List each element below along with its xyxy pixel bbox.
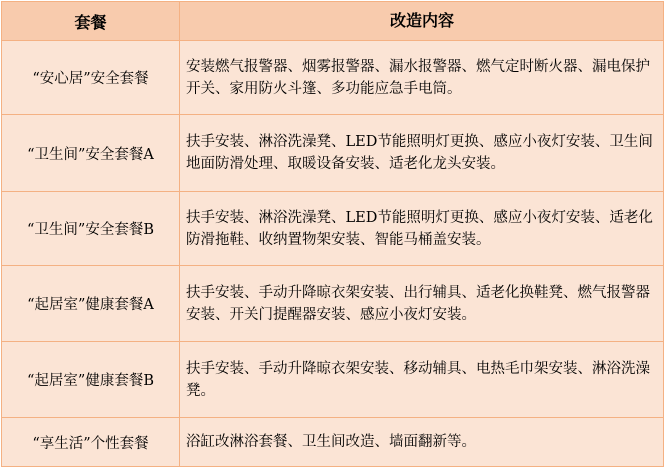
table-row — [2, 115, 664, 192]
table-header-row — [2, 2, 664, 41]
package-content: 浴缸改淋浴套餐、卫生间改造、墙面翻新等。 — [180, 418, 664, 467]
table-row — [2, 266, 664, 342]
package-content: 扶手安装、淋浴洗澡凳、LED节能照明灯更换、感应小夜灯安装、适老化防滑拖鞋、收纳置物架安装、智能马桶盖安装。 — [180, 192, 664, 266]
table-row — [2, 418, 664, 467]
package-name: “起居室”健康套餐A — [2, 266, 180, 342]
package-content: 安装燃气报警器、烟雾报警器、漏水报警器、燃气定时断火器、漏电保护开关、家用防火斗篷、多功能应急手电筒。 — [180, 41, 664, 115]
package-content: 扶手安装、淋浴洗澡凳、LED节能照明灯更换、感应小夜灯安装、卫生间地面防滑处理、取暖设备安装、适老化龙头安装。 — [180, 115, 664, 192]
package-content: 扶手安装、手动升降晾衣架安装、出行辅具、适老化换鞋凳、燃气报警器安装、开关门提醒器安装、感应小夜灯安装。 — [180, 266, 664, 342]
package-name: “卫生间”安全套餐B — [2, 192, 180, 266]
renovation-packages-table — [1, 1, 664, 467]
header-content: 改造内容 — [180, 2, 664, 41]
package-name: “享生活”个性套餐 — [2, 418, 180, 467]
package-name: “卫生间”安全套餐A — [2, 115, 180, 192]
package-name: “安心居”安全套餐 — [2, 41, 180, 115]
header-package: 套餐 — [2, 2, 180, 41]
table-row — [2, 41, 664, 115]
package-content: 扶手安装、手动升降晾衣架安装、移动辅具、电热毛巾架安装、淋浴洗澡凳。 — [180, 342, 664, 418]
package-name: “起居室”健康套餐B — [2, 342, 180, 418]
table-row — [2, 342, 664, 418]
table-row — [2, 192, 664, 266]
